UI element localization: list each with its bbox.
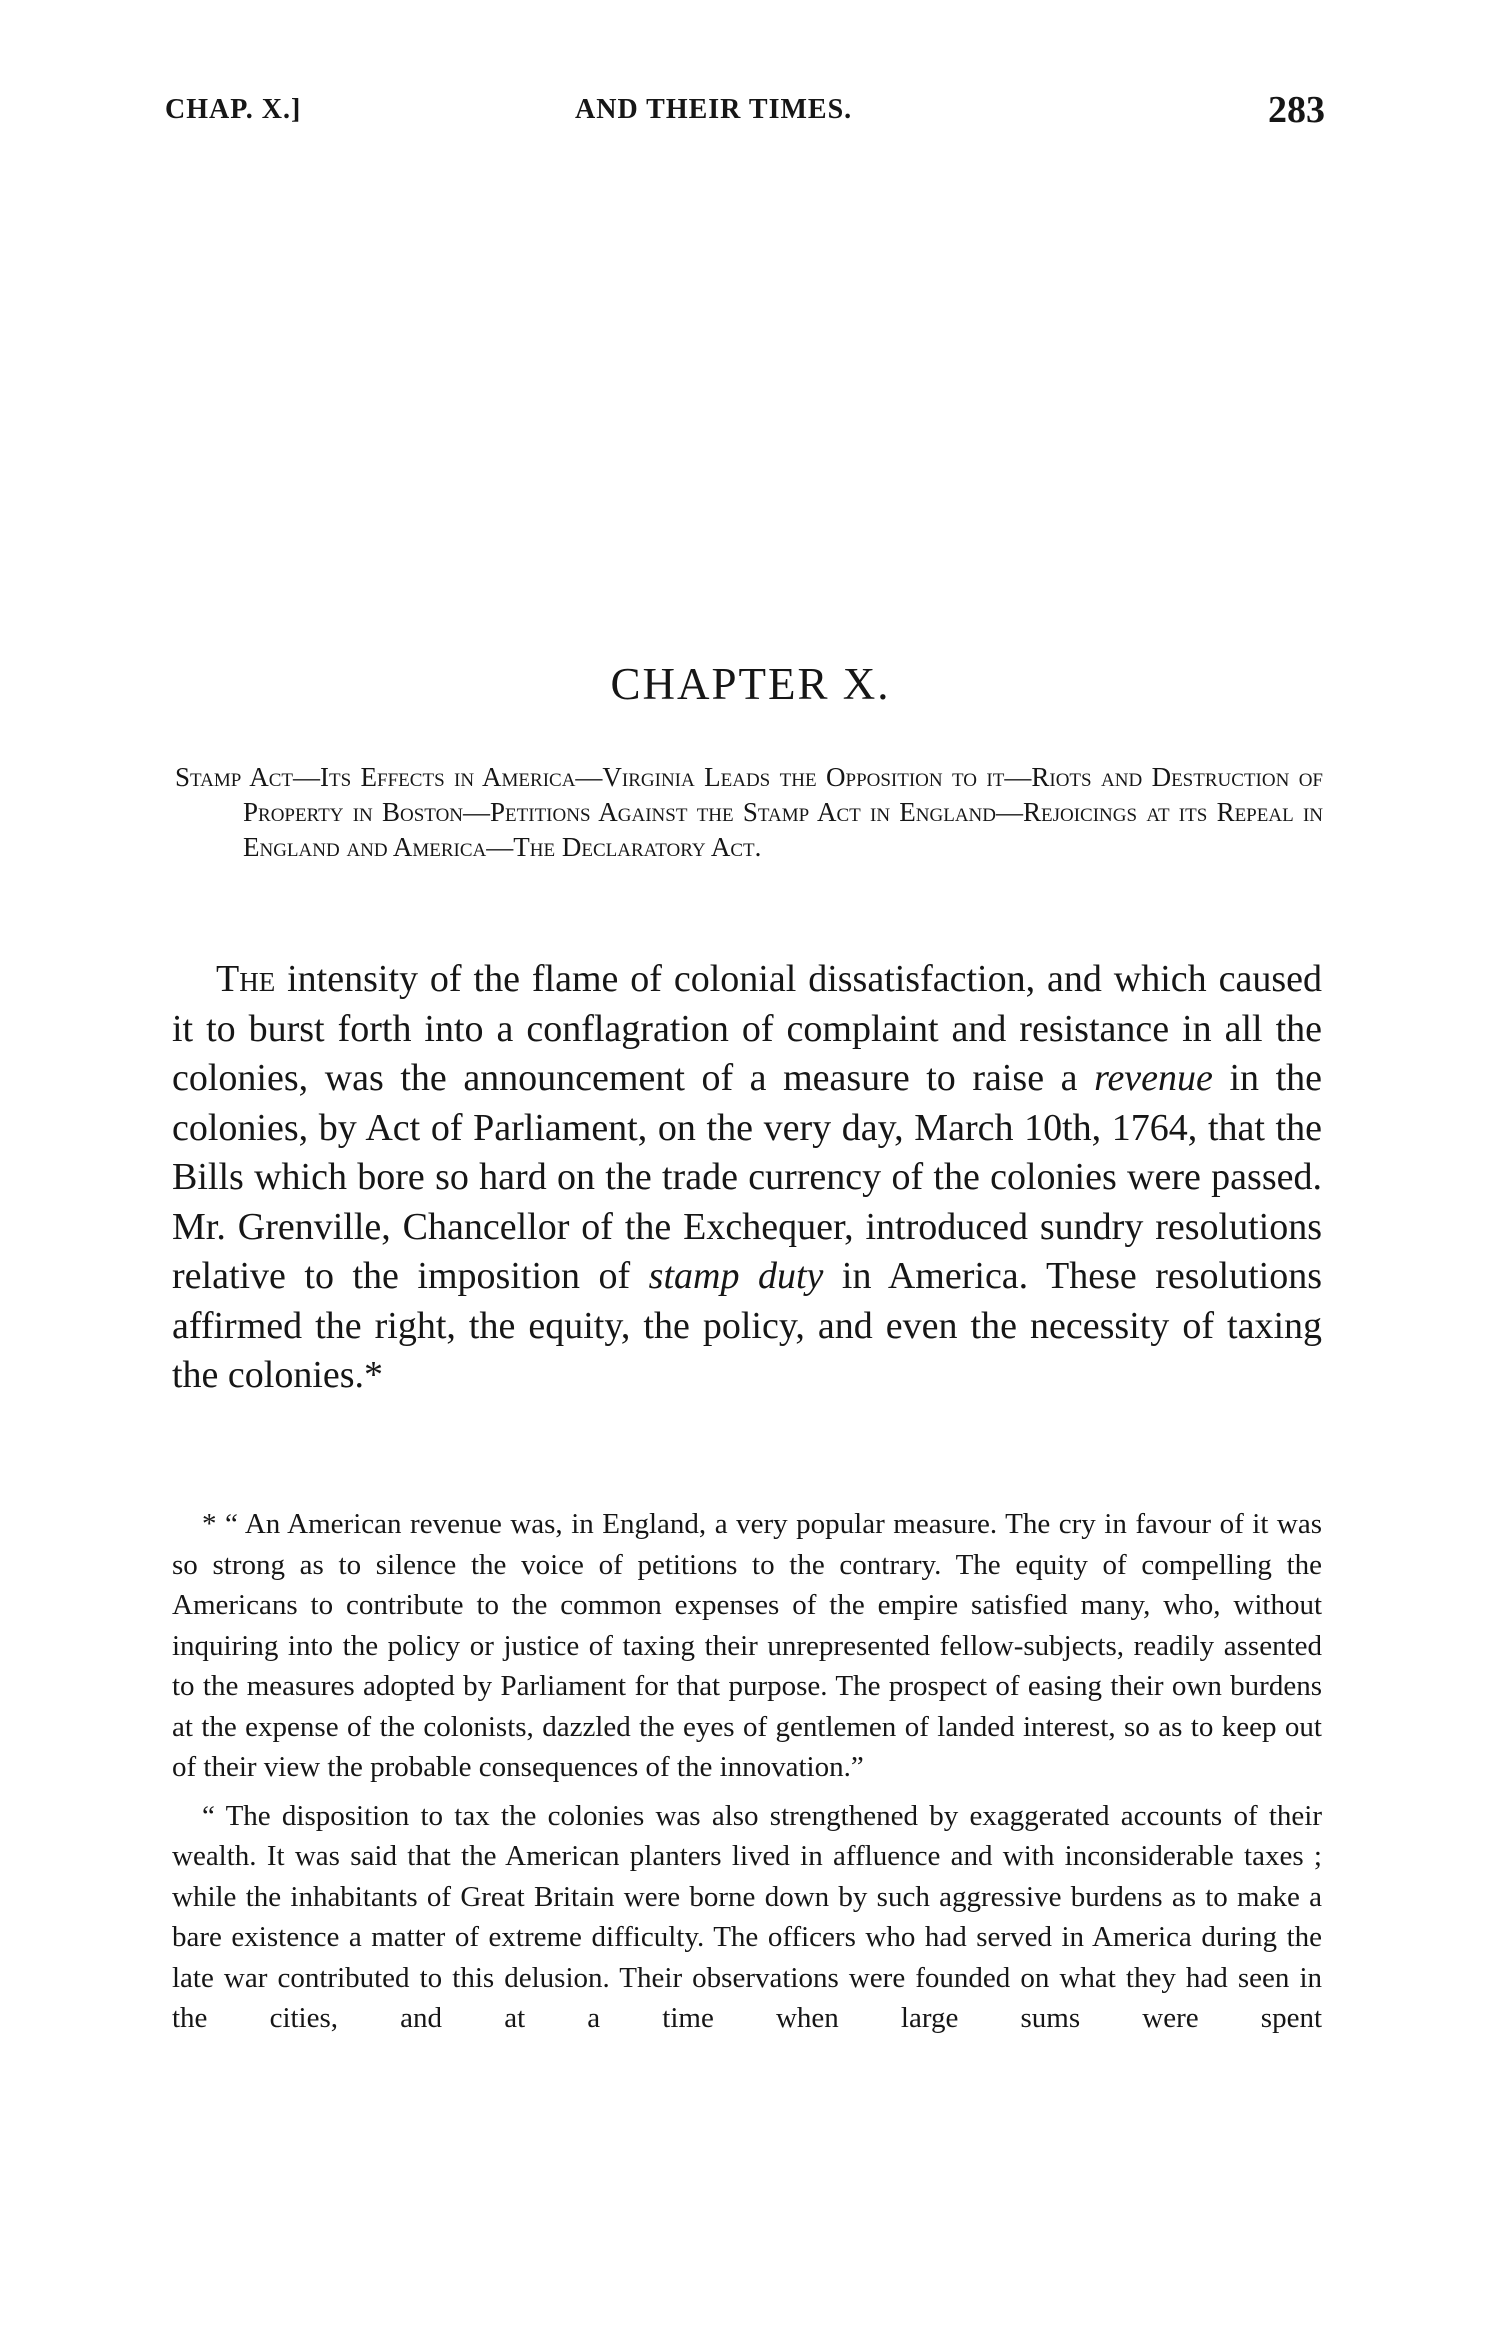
chapter-synopsis: Stamp Act—Its Effects in America—Virginia Leads the Opposition to it—Riots and Destruction of Property in Boston—Petitions Against the Stamp Act in England—Rejoicings at its Repeal in England and America—The Declaratory Act. <box>175 762 1323 862</box>
lead-word: The <box>216 958 276 1000</box>
body-text-part-2: in the colonies, by Act of Parliament, on the very day, March 10th, 1764, that the Bills which bore so hard on the trade currency of the colonies were passed. Mr. Grenville, Chancellor of the Exchequer, introduced sundry resolutions relative to the imposition of <box>172 1057 1322 1297</box>
italic-revenue: revenue <box>1094 1057 1213 1099</box>
header-book-title: AND THEIR TIMES. <box>575 94 853 125</box>
page-number: 283 <box>1268 89 1325 131</box>
footnote-2: “ The disposition to tax the colonies was also strengthened by exaggerated accounts of their wealth. It was said that the American planters lived in affluence and with inconsiderable taxes ; while the inhabitants of Great Britain were borne down by such aggressive burdens as to make a bare existence a matter of extreme difficulty. The officers who had served in America during the late war contributed to this delusion. Their observations were founded on what they had seen in the cities, and at a time when large sums were spent <box>172 1799 1322 2034</box>
running-header <box>165 88 1325 138</box>
italic-stamp-duty: stamp duty <box>648 1255 824 1297</box>
header-chapter-label: CHAP. X.] <box>165 94 302 125</box>
body-paragraph <box>172 955 1322 1401</box>
body-text-part-1: intensity of the flame of colonial dissatisfaction, and which caused it to burst forth into a conflagration of complaint and resistance in all the colonies, was the announcement of a measure to raise a <box>172 958 1322 1099</box>
footnote-1: * “ An American revenue was, in England, a very popular measure. The cry in favour of it was so strong as to silence the voice of petitions to the contrary. The equity of compelling the Americans to contribute to the common expenses of the empire satisfied many, who, without inquiring into the policy or justice of taxing their unrepresented fellow-subjects, readily assented to the measures adopted by Parliament for that purpose. The prospect of easing their own burdens at the expense of the colonists, dazzled the eyes of gentlemen of landed interest, so as to keep out of their view the probable consequences of the innovation.” <box>172 1508 1322 1783</box>
body-text-part-3: in America. These resolutions affirmed the right, the equity, the policy, and even the necessity of taxing the colonies.* <box>172 1255 1322 1396</box>
chapter-heading: CHAPTER X. <box>610 659 891 709</box>
footnotes <box>172 1504 1322 2047</box>
